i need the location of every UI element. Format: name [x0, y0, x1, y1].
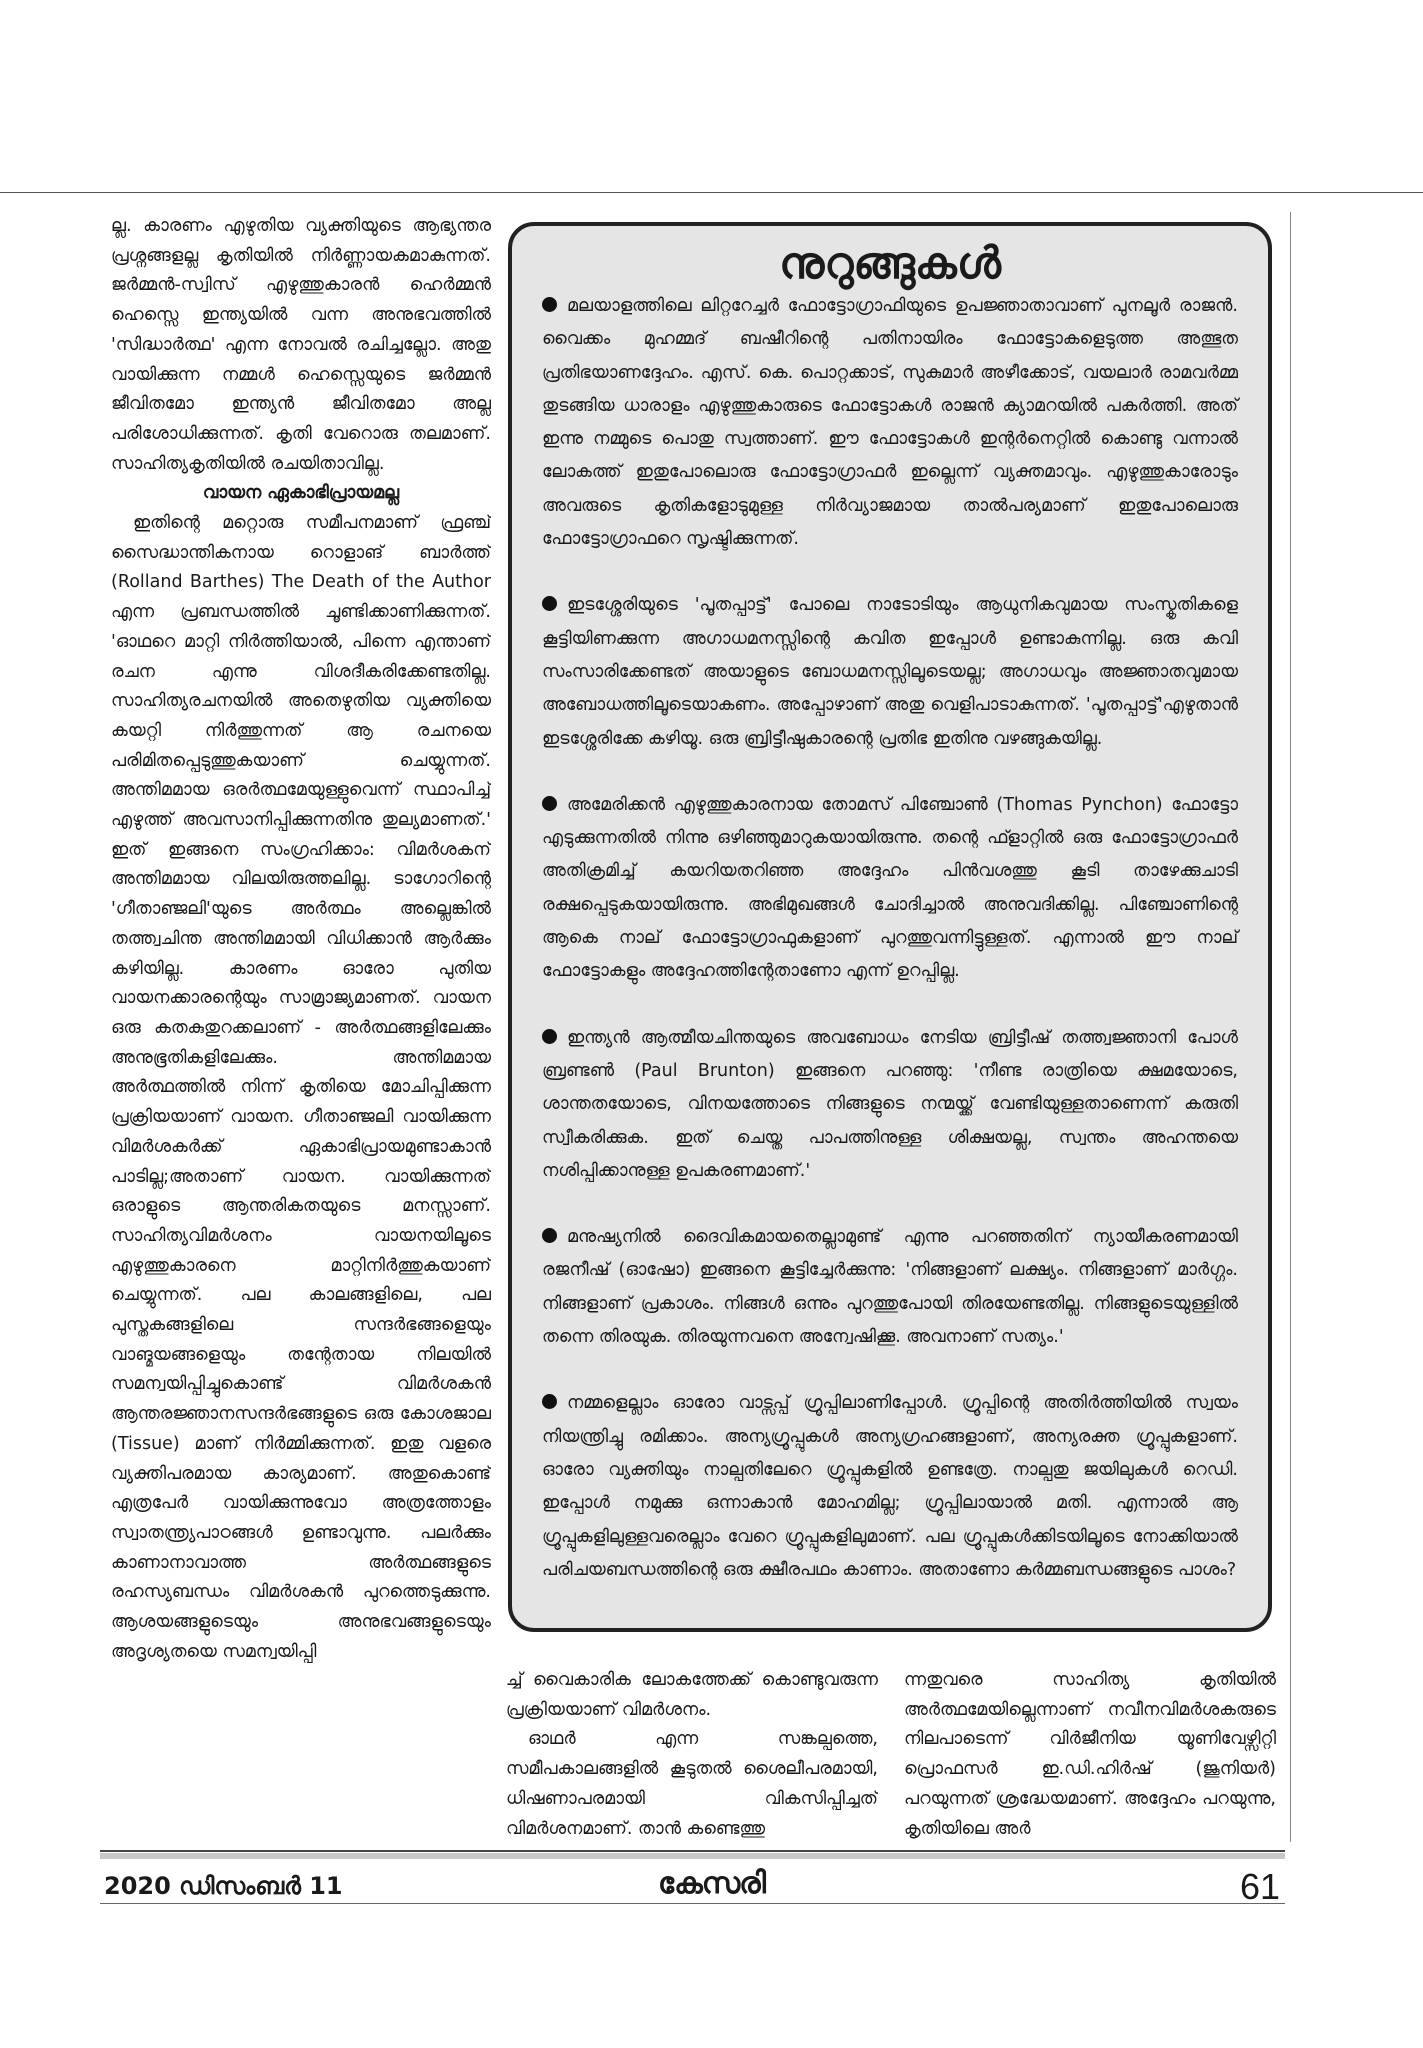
- bullet-icon: [542, 1228, 557, 1243]
- bullet-icon: [542, 1394, 557, 1409]
- bullet-icon: [542, 1029, 557, 1044]
- footer-rule: [100, 1850, 1285, 1852]
- box-title: നുറുങ്ങുകൾ: [779, 238, 1001, 289]
- box-item: [542, 1022, 1238, 1188]
- column-rule: [1290, 212, 1291, 1842]
- box-item-text: അമേരിക്കൻ എഴുത്തുകാരനായ തോമസ് പിഞ്ചോൺ (Thomas Pynchon) ഫോട്ടോ എടുക്കുന്നതിൽ നിന്നു ഒഴിഞ്ഞുമാറുകയായിരുന്നു. തന്റെ ഫ്ളാറ്റിൽ ഒരു ഫോട്ടോഗ്രാഫർ അതിക്രമിച്ച് കയറിയതറിഞ്ഞ അദ്ദേഹം പിൻവശത്തു കൂടി താഴേക്കുചാടി രക്ഷപ്പെടുകയായിരുന്നു. അഭിമുഖങ്ങൾ ചോദിച്ചാൽ അനുവദിക്കില്ല. പിഞ്ചോണിന്റെ ആകെ നാല് ഫോട്ടോഗ്രാഫുകളാണ് പുറത്തുവന്നിട്ടുള്ളത്. എന്നാൽ ഈ നാല് ഫോട്ടോകളും അദ്ദേഹത്തിന്റേതാണോ എന്ന് ഉറപ്പില്ല.: [542, 794, 1238, 982]
- box-item-text: മനുഷ്യനിൽ ദൈവികമായതെല്ലാമുണ്ട് എന്നു പറഞ്ഞതിന് ന്യായീകരണമായി രജനീഷ് (ഓഷോ) ഇങ്ങനെ കൂട്ടിച്ചേർക്കുന്നു: 'നിങ്ങളാണ് ലക്ഷ്യം. നിങ്ങളാണ് മാർഗ്ഗം. നിങ്ങളാണ് പ്രകാശം. നിങ്ങൾ ഒന്നും പുറത്തുപോയി തിരയേണ്ടതില്ല. നിങ്ങളുടെയുള്ളിൽ തന്നെ തിരയുക. തിരയുന്നവനെ അന്വേഷിക്കൂ. അവനാണ് സത്യം.': [542, 1227, 1238, 1348]
- bottom-column-1: [506, 1666, 878, 1851]
- paragraph: ച്ച് വൈകാരിക ലോകത്തേക്ക് കൊണ്ടുവരുന്ന പ്രക്രിയയാണ് വിമർശനം.: [506, 1670, 878, 1720]
- box-item: [542, 789, 1238, 989]
- subheading: വായന ഏകാഭിപ്രായമല്ല: [202, 483, 400, 504]
- box-item-text: ഇടശ്ശേരിയുടെ 'പൂതപ്പാട്ട്' പോലെ നാടോടിയും ആധുനികവുമായ സംസ്കൃതികളെ കൂട്ടിയിണക്കുന്ന അഗാധമനസ്സിന്റെ കവിത ഇപ്പോൾ ഉണ്ടാകുന്നില്ല. ഒരു കവി സംസാരിക്കേണ്ടത് അയാളുടെ ബോധമനസ്സിലൂടെയല്ല; അഗാധവും അജ്ഞാതവുമായ അബോധത്തിലൂടെയാകണം. അപ്പോഴാണ് അതു വെളിപാടാകുന്നത്. 'പൂതപ്പാട്ട്'എഴുതാൻ ഇടശ്ശേരിക്കേ കഴിയൂ. ഒരു ബ്രിട്ടീഷുകാരന്റെ പ്രതിഭ ഇതിനു വഴങ്ങുകയില്ല.: [542, 595, 1238, 749]
- bottom-column-2: [904, 1666, 1276, 1851]
- box-item: [542, 1387, 1238, 1587]
- box-item: [542, 589, 1238, 755]
- box-item: [542, 1221, 1238, 1354]
- footer-rule-bottom: [100, 1903, 1285, 1904]
- footer-date: 2020 ഡിസംബർ 11: [104, 1872, 343, 1900]
- bullet-icon: [542, 796, 557, 811]
- page-number: 61: [1239, 1866, 1280, 1907]
- bullet-icon: [542, 297, 557, 312]
- paragraph: ഇതിന്റെ മറ്റൊരു സമീപനമാണ് ഫ്രഞ്ച് സൈദ്ധാന്തികനായ റൊളാങ് ബാർത്ത് (Rolland Barthes) The Death of the Author എന്ന പ്രബന്ധത്തിൽ ചൂണ്ടിക്കാണിക്കുന്നത്. 'ഓഥറെ മാറ്റി നിർത്തിയാൽ, പിന്നെ എന്താണ് രചന എന്നു വിശദീകരിക്കേണ്ടതില്ല. സാഹിത്യരചനയിൽ അതെഴുതിയ വ്യക്തിയെ കയറ്റി നിർത്തുന്നത് ആ രചനയെ പരിമിതപ്പെടുത്തുകയാണ് ചെയ്യുന്നത്. അന്തിമമായ ഒരർത്ഥമേയുള്ളുവെന്ന് സ്ഥാപിച്ച് എഴുത്ത് അവസാനിപ്പിക്കുന്നതിനു തുല്യമാണത്.' ഇത് ഇങ്ങനെ സംഗ്രഹിക്കാം: വിമർശകന് അന്തിമമായ വിലയിരുത്തലില്ല. ടാഗോറിന്റെ 'ഗീതാഞ്ജലി'യുടെ അർത്ഥം അല്ലെങ്കിൽ തത്ത്വചിന്ത അന്തിമമായി വിധിക്കാൻ ആർക്കും കഴിയില്ല. കാരണം ഓരോ പുതിയ വായനക്കാരന്റെയും സാമ്രാജ്യമാണത്. വായന ഒരു കതകുതുറക്കലാണ് - അർത്ഥങ്ങളിലേക്കും അനുഭൂതികളിലേക്കും. അന്തിമമായ അർത്ഥത്തിൽ നിന്ന് കൃതിയെ മോചിപ്പിക്കുന്ന പ്രക്രിയയാണ് വായന. ഗീതാഞ്ജലി വായിക്കുന്ന വിമർശകർക്ക് ഏകാഭിപ്രായമുണ്ടാകാൻ പാടില്ല;അതാണ് വായന. വായിക്കുന്നത് ഒരാളുടെ ആന്തരികതയുടെ മനസ്സാണ്. സാഹിത്യവിമർശനം വായനയിലൂടെ എഴുത്തുകാരനെ മാറ്റിനിർത്തുകയാണ് ചെയ്യുന്നത്. പല കാലങ്ങളിലെ, പല പുസ്തകങ്ങളിലെ സന്ദർഭങ്ങളെയും വാങ്മയങ്ങളെയും തന്റേതായ നിലയിൽ സമന്വയിപ്പിച്ചുകൊണ്ട് വിമർശകൻ ആന്തരജ്ഞാനസന്ദർഭങ്ങളുടെ ഒരു കോശജാല (Tissue) മാണ് നിർമ്മിക്കുന്നത്. ഇതു വളരെ വ്യക്തിപരമായ കാര്യമാണ്. അതുകൊണ്ട് എത്രപേർ വായിക്കുന്നുവോ അത്രത്തോളം സ്വാതന്ത്ര്യപാഠങ്ങൾ ഉണ്ടാവുന്നു. പലർക്കും കാണാനാവാത്ത അർത്ഥങ്ങളുടെ രഹസ്യബന്ധം വിമർശകൻ പുറത്തെടുക്കുന്നു. ആശയങ്ങളുടെയും അനുഭവങ്ങളുടെയും അദൃശ്യതയെ സമന്വയിപ്പി: [111, 513, 491, 1662]
- bullet-icon: [542, 596, 557, 611]
- box-item-text: നമ്മളെല്ലാം ഓരോ വാട്സപ്പ് ഗ്രൂപ്പിലാണിപ്പോൾ. ഗ്രൂപ്പിന്റെ അതിർത്തിയിൽ സ്വയം നിയന്ത്രിച്ചു രമിക്കാം. അന്യഗ്രൂപ്പുകൾ അന്യഗ്രഹങ്ങളാണ്, അന്യരക്ത ഗ്രൂപ്പുകളാണ്. ഓരോ വ്യക്തിയും നാല്പതിലേറെ ഗ്രൂപ്പുകളിൽ ഉണ്ടത്രേ. നാല്പതു ജയിലുകൾ റെഡി. ഇപ്പോൾ നമുക്കു ഒന്നാകാൻ മോഹമില്ല; ഗ്രൂപ്പിലായാൽ മതി. എന്നാൽ ആ ഗ്രൂപ്പുകളിലുള്ളവരെല്ലാം വേറെ ഗ്രൂപ്പുകളിലുമാണ്. പല ഗ്രൂപ്പുകൾക്കിടയിലൂടെ നോക്കിയാൽ പരിചയബന്ധത്തിന്റെ ഒരു ക്ഷീരപഥം കാണാം. അതാണോ കർമ്മബന്ധങ്ങളുടെ പാശം?: [542, 1393, 1238, 1580]
- paragraph: ന്നതുവരെ സാഹിത്യ കൃതിയിൽ അർത്ഥമേയില്ലെന്നാണ് നവീനവിമർശകരുടെ നിലപാടെന്ന് വിർജീനിയ യൂണിവേഴ്സിറ്റി പ്രൊഫസർ ഇ.ഡി.ഹിർഷ് (ജൂനിയർ) പറയുന്നത് ശ്രദ്ധേയമാണ്. അദ്ദേഹം പറയുന്നു, കൃതിയിലെ അർ: [904, 1670, 1276, 1839]
- box-item-text: ഇന്ത്യൻ ആത്മീയചിന്തയുടെ അവബോധം നേടിയ ബ്രിട്ടീഷ് തത്ത്വജ്ഞാനി പോൾ ബ്രണ്ടൺ (Paul Brunton) ഇങ്ങനെ പറഞ്ഞു: 'നീണ്ട രാത്രിയെ ക്ഷമയോടെ, ശാന്തതയോടെ, വിനയത്തോടെ നിങ്ങളുടെ നന്മയ്ക്ക് വേണ്ടിയുള്ളതാണെന്ന് കരുതി സ്വീകരിക്കുക. ഇത് ചെയ്ത പാപത്തിനുള്ള ശിക്ഷയല്ല, സ്വന്തം അഹന്തയെ നശിപ്പിക്കാനുള്ള ഉപകരണമാണ്.': [542, 1027, 1238, 1181]
- paragraph: ഓഥർ എന്ന സങ്കല്പത്തെ, സമീപകാലങ്ങളിൽ കൂടുതൽ ശൈലീപരമായി, ധിഷണാപരമായി വികസിപ്പിച്ചത് വിമർശനമാണ്. താൻ കണ്ടെത്തു: [506, 1729, 878, 1839]
- paragraph: ല്ല. കാരണം എഴുതിയ വ്യക്തിയുടെ ആഭ്യന്തര പ്രശ്നങ്ങളല്ല കൃതിയിൽ നിർണ്ണായകമാകുന്നത്. ജർമ്മൻ-സ്വിസ് എഴുത്തുകാരൻ ഹെർമ്മൻ ഹെസ്സെ ഇന്ത്യയിൽ വന്ന അനുഭവത്തിൽ 'സിദ്ധാർത്ഥ' എന്ന നോവൽ രചിച്ചല്ലോ. അതു വായിക്കുന്ന നമ്മൾ ഹെസ്സെയുടെ ജർമ്മൻ ജീവിതമോ ഇന്ത്യൻ ജീവിതമോ അല്ല പരിശോധിക്കുന്നത്. കൃതി വേറൊരു തലമാണ്. സാഹിത്യകൃതിയിൽ രചയിതാവില്ല.: [111, 216, 491, 474]
- box-item: [542, 290, 1238, 556]
- left-column: [111, 212, 491, 1852]
- publication-logo: കേസരി: [658, 1866, 765, 1901]
- header-rule: [0, 192, 1423, 193]
- box-item-text: മലയാളത്തിലെ ലിറ്ററേച്ചർ ഫോട്ടോഗ്രാഫിയുടെ ഉപജ്ഞാതാവാണ് പുനലൂർ രാജൻ. വൈക്കം മുഹമ്മദ് ബഷീറിന്റെ പതിനായിരം ഫോട്ടോകളെടുത്ത അത്ഭുത പ്രതിഭയാണദ്ദേഹം. എസ്. കെ. പൊറ്റക്കാട്, സുകുമാർ അഴീക്കോട്, വയലാർ രാമവർമ്മ തുടങ്ങിയ ധാരാളം എഴുത്തുകാരുടെ ഫോട്ടോകൾ രാജൻ ക്യാമറയിൽ പകർത്തി. അത് ഇന്നു നമ്മുടെ പൊതു സ്വത്താണ്. ഈ ഫോട്ടോകൾ ഇന്റർനെറ്റിൽ കൊണ്ടു വന്നാൽ ലോകത്ത് ഇതുപോലൊരു ഫോട്ടോഗ്രാഫർ ഇല്ലെന്ന് വ്യക്തമാവും. എഴുത്തുകാരോടും അവരുടെ കൃതികളോടുമുള്ള നിർവ്യാജമായ താൽപര്യമാണ് ഇതുപോലൊരു ഫോട്ടോഗ്രാഫറെ സൃഷ്ടിക്കുന്നത്.: [542, 296, 1238, 550]
- footer-band: [100, 1853, 1285, 1859]
- sidebar-box-nurungukal: [508, 222, 1272, 1632]
